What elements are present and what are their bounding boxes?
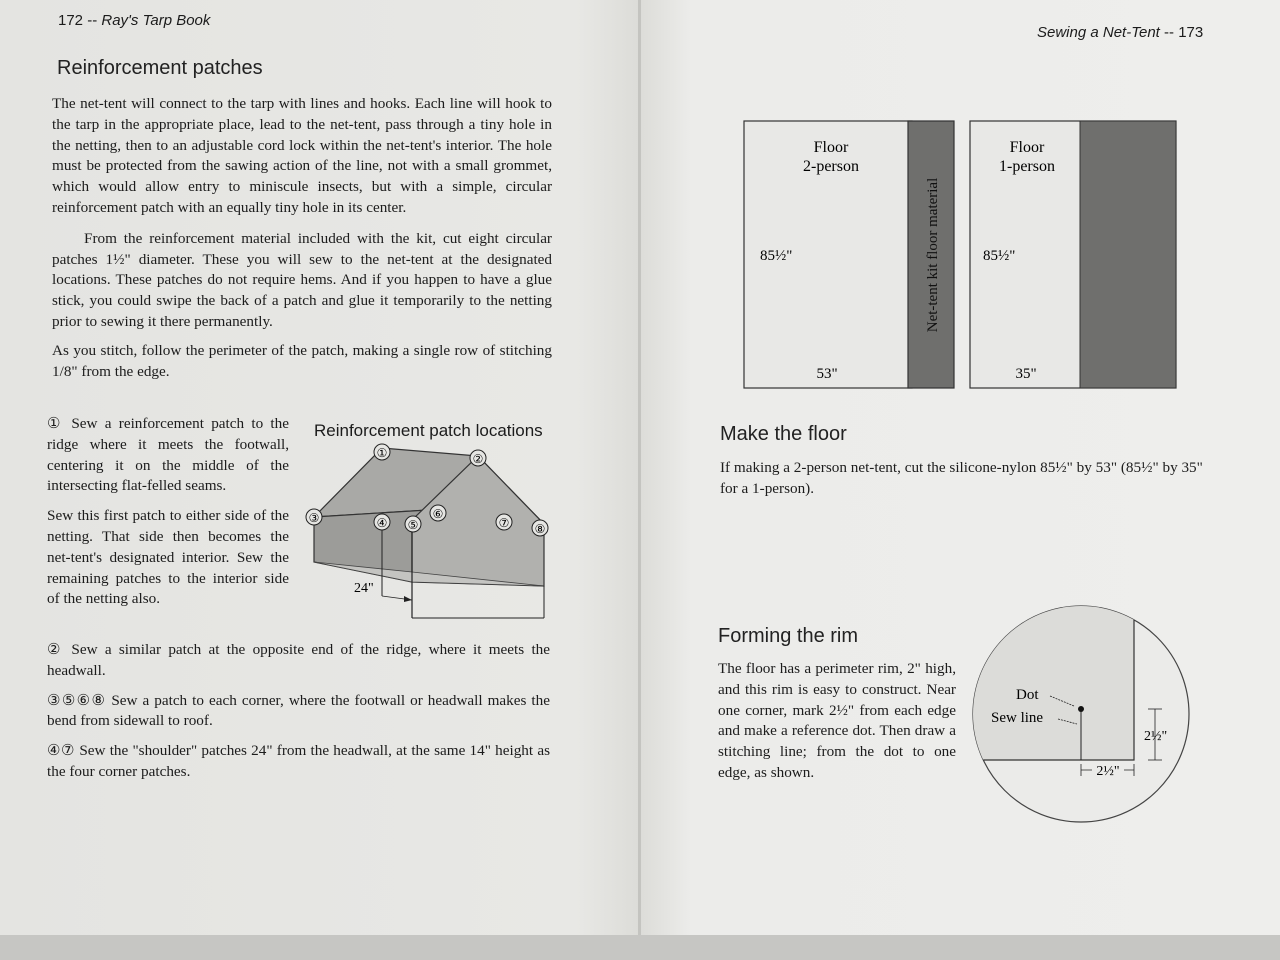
section-title-forming-rim: Forming the rim [718,625,859,647]
vertical-dimension-label: 2½" [1144,729,1168,744]
right-running-head [1037,24,1203,41]
svg-text:⑥: ⑥ [432,507,444,521]
floor-1p-label-2: 1-person [999,158,1055,175]
header-separator: -- [87,12,98,29]
left-running-head [58,12,210,29]
svg-text:②: ② [472,452,484,466]
svg-text:⑧: ⑧ [534,522,546,536]
floor-cutting-diagram [740,115,1185,405]
kit-material-label: Net-tent kit floor material [925,177,941,333]
floor-1p-width: 35" [1015,366,1037,382]
horizontal-dimension-label: 2½" [1096,764,1120,779]
header-separator-right: -- [1164,24,1175,41]
marker-1 [374,444,390,460]
svg-text:③: ③ [308,511,320,525]
step-3568-text: ③⑤⑥⑧ Sew a patch to each corner, where the footwall or headwall makes the bend from sidewall to roof. [47,691,550,730]
step-1-block [47,414,289,610]
dot-label: Dot [1016,687,1039,703]
step-1-text: ① Sew a reinforcement patch to the ridge where it meets the footwall, centering it on the middle of the intersecting flat-felled seams. [47,415,289,495]
marker-4 [374,514,390,530]
patch-figure-title: Reinforcement patch locations [314,421,543,440]
section-title-make-floor: Make the floor [720,423,847,445]
step-1-continued: Sew this first patch to either side of the netting. That side then becomes the net-tent's designated interior. Sew the remaining patches to the interior side of the netting also. [47,507,289,608]
marker-6 [430,505,446,521]
floor-2p-width: 53" [816,366,838,382]
svg-text:①: ① [376,446,388,460]
sewline-label: Sew line [991,710,1044,726]
marker-7 [496,514,512,530]
steps-remaining [47,640,550,783]
reinforcement-intro [52,94,552,382]
section-title-reinforcement: Reinforcement patches [57,57,263,79]
dimension-arrowhead [404,596,412,602]
chapter-name: Sewing a Net-Tent [1037,24,1160,41]
book-gutter [638,0,641,935]
svg-text:④: ④ [376,516,388,530]
svg-text:⑦: ⑦ [498,516,510,530]
floor-2p-label-2: 2-person [803,158,859,175]
one-person-waste-area [1080,121,1176,388]
page-bottom-edge [0,935,1280,960]
marker-5 [405,516,421,532]
marker-8 [532,520,548,536]
floor-2p-height: 85½" [760,248,793,264]
paragraph-1: The net-tent will connect to the tarp with lines and hooks. Each line will hook to the tarp in the appropriate place, lead to the net-tent, pass through a tiny hole in the netting, then to an adjustable cord lock within the net-tent's interior. The hole must be protected from the sawing action of the line, not with a small grommet, which would allow entry to miniscule insects, but with a simple, circular reinforcement patch with an equally tiny hole in its center. [52,95,552,216]
right-page-number: 173 [1178,24,1204,41]
floor-corner-shape [968,598,1134,760]
dimension-24-label: 24" [354,581,374,596]
reference-dot [1078,706,1084,712]
book-title: Ray's Tarp Book [101,12,211,29]
svg-text:⑤: ⑤ [407,518,419,532]
paragraph-3: As you stitch, follow the perimeter of the patch, making a single row of stitching 1/8" from the edge. [52,341,552,380]
forming-rim-text: The floor has a perimeter rim, 2" high, and this rim is easy to construct. Near one corner, mark 2½" from each edge and make a reference dot. Then draw a stitching line; from the dot to one edge, as shown. [718,660,956,781]
floor-1p-height: 85½" [983,248,1016,264]
floor-2p-label-1: Floor [813,139,849,156]
step-2-text: ② Sew a similar patch at the opposite end of the ridge, where it meets the headwall. [47,641,550,679]
left-page-number: 172 [58,12,84,29]
marker-3 [306,509,322,525]
marker-2 [470,450,486,466]
rim-detail-diagram [968,598,1194,824]
step-47-text: ④⑦ Sew the "shoulder" patches 24" from the headwall, at the same 14" height as the four corner patches. [47,742,550,780]
patch-locations-diagram [300,440,560,620]
floor-1p-label-1: Floor [1009,139,1045,156]
make-floor-text: If making a 2-person net-tent, cut the silicone-nylon 85½" by 53" (85½" by 35" for a 1-person). [720,459,1203,497]
paragraph-2: From the reinforcement material included with the kit, cut eight circular patches 1½" diameter. These you will sew to the net-tent at the designated locations. These patches do not require hems. And if you happen to have a glue stick, you could swipe the back of a patch and glue it temporarily to the netting prior to sewing it there permanently. [52,229,552,330]
